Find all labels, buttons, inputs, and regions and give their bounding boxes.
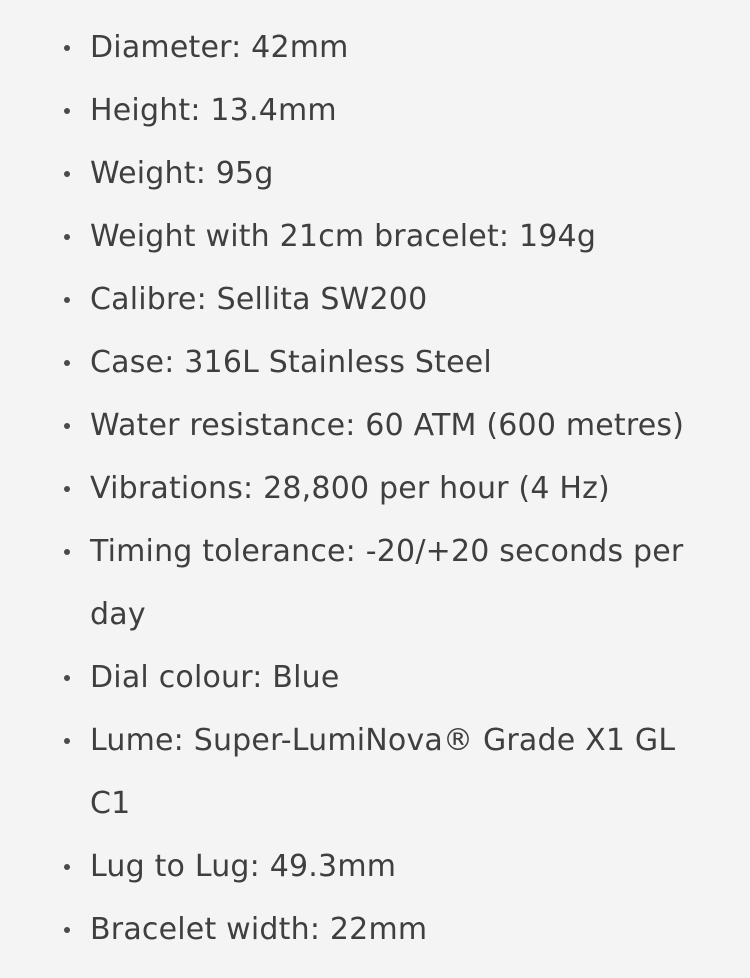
spec-text: Timing tolerance: -20/+20 seconds per day [90, 534, 684, 632]
spec-weight-with-bracelet [0, 205, 750, 268]
spec-calibre [0, 268, 750, 331]
spec-case [0, 331, 750, 394]
spec-lume [0, 709, 750, 835]
spec-text: Bracelet width: 22mm [90, 912, 428, 947]
spec-text: Weight: 95g [90, 156, 274, 191]
spec-text: Lug to Lug: 49.3mm [90, 849, 397, 884]
bullet-icon [62, 79, 72, 142]
spec-text: Dial colour: Blue [90, 660, 340, 695]
spec-text: Diameter: 42mm [90, 30, 349, 65]
bullet-icon [62, 457, 72, 520]
spec-lug-to-lug [0, 835, 750, 898]
bullet-icon [62, 205, 72, 268]
spec-text: Calibre: Sellita SW200 [90, 282, 428, 317]
spec-text: Water resistance: 60 ATM (600 metres) [90, 408, 685, 443]
bullet-icon [62, 16, 72, 79]
spec-diameter [0, 16, 750, 79]
spec-timing-tolerance [0, 520, 750, 646]
bullet-icon [62, 142, 72, 205]
spec-dial-colour [0, 646, 750, 709]
spec-text: Lume: Super-LumiNova® Grade X1 GL C1 [90, 723, 676, 821]
spec-height [0, 79, 750, 142]
bullet-icon [62, 331, 72, 394]
bullet-icon [62, 394, 72, 457]
bullet-icon [62, 646, 72, 709]
spec-weight [0, 142, 750, 205]
bullet-icon [62, 709, 72, 772]
spec-bracelet-width [0, 898, 750, 961]
spec-text: Case: 316L Stainless Steel [90, 345, 492, 380]
bullet-icon [62, 898, 72, 961]
spec-text: Height: 13.4mm [90, 93, 337, 128]
bullet-icon [62, 268, 72, 331]
spec-vibrations [0, 457, 750, 520]
spec-text: Vibrations: 28,800 per hour (4 Hz) [90, 471, 610, 506]
spec-water-resistance [0, 394, 750, 457]
bullet-icon [62, 520, 72, 583]
spec-text: Weight with 21cm bracelet: 194g [90, 219, 597, 254]
bullet-icon [62, 835, 72, 898]
